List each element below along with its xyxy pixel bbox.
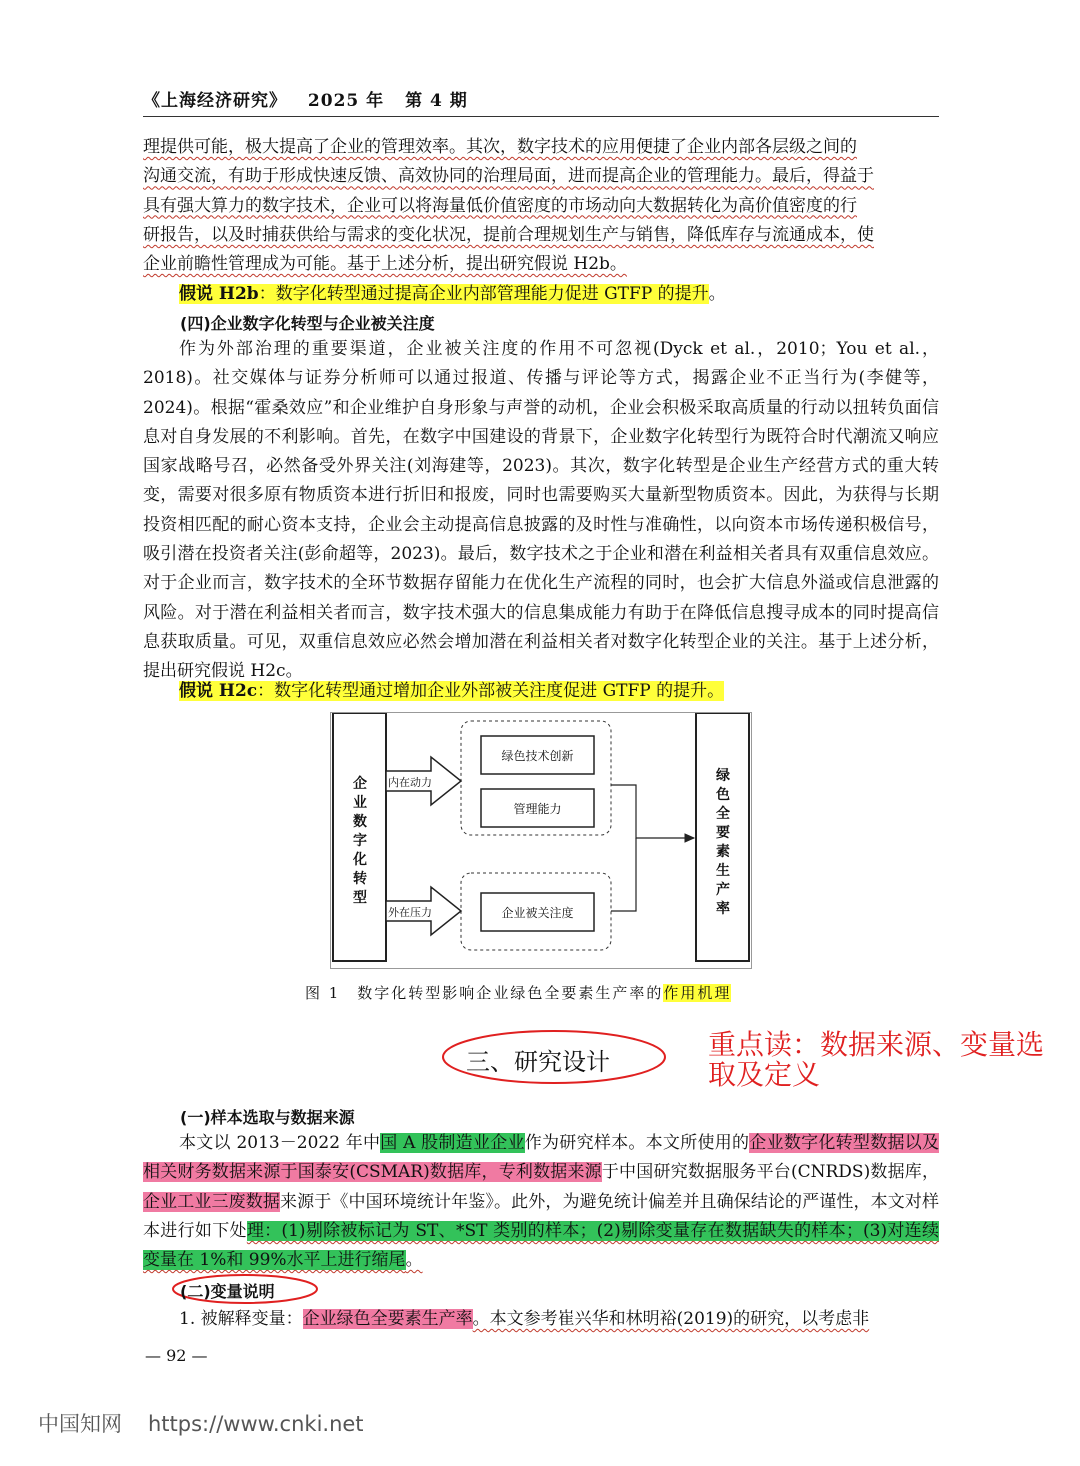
cnki-name: 中国知网 [38, 1412, 122, 1436]
hypothesis-h2b-text: ：数字化转型通过提高企业内部管理能力促进 GTFP 的提升 [258, 284, 709, 304]
paragraph-1-line: 企业前瞻性管理成为可能。基于上述分析，提出研究假说 H2b。 [143, 254, 627, 275]
arrow-bottom-label: 外在压力 [388, 906, 432, 919]
subheading-sample: (一)样本选取与数据来源 [180, 1108, 355, 1127]
paragraph-4 [143, 1305, 939, 1334]
paragraph-2 [143, 335, 939, 687]
attention-label: 企业被关注度 [501, 906, 574, 920]
p3-end: 。 [405, 1250, 423, 1271]
hypothesis-h2c-text: ：数字化转型通过增加企业外部被关注度促进 GTFP 的提升。 [257, 681, 725, 701]
p3-part: 本文以 2013－2022 年中 [179, 1133, 381, 1153]
hypothesis-h2b [143, 280, 939, 309]
p4-part: 1. 被解释变量： [179, 1309, 303, 1329]
paragraph-1-line: 沟通交流，有助于形成快速反馈、高效协同的治理局面，进而提高企业的管理能力。最后，得益于 [143, 166, 874, 187]
p3-part: 来源于《中国环境统计年鉴》。此外，为避免统计偏差并且确保结论的严谨性，本文对样本进行如下处 [143, 1191, 940, 1241]
arrow-top-label: 内在动力 [388, 776, 432, 789]
paragraph-1-line: 研报告，以及时捕获供给与需求的变化状况，提前合理规划生产与销售，降低库存与流通成本，使 [143, 224, 874, 245]
p3-highlight-processing: 理：(1)剔除被标记为 ST、*ST 类别的样本；(2)剔除变量存在数据缺失的样本；(3)对连续变量在 1%和 99%水平上进行缩尾 [143, 1220, 939, 1271]
figure-caption-highlight: 作用机理 [663, 984, 732, 1002]
p3-part: 作为研究样本。本文所使用的 [524, 1133, 750, 1153]
left-box-label: 企业数字化转型 [353, 776, 367, 906]
subheading-variables: (二)变量说明 [180, 1282, 275, 1301]
paragraph-1-line: 具有强大算力的数字技术，企业可以将海量低价值密度的市场动向大数据转化为高价值密度的行 [143, 195, 857, 216]
paragraph-2-text: 作为外部治理的重要渠道，企业被关注度的作用不可忽视(Dyck et al.，2010；You et al.，2018)。社交媒体与证券分析师可以通过报道、传播与评论等方式，揭露企业不正当行为(李健等，2024)。根据“霍桑效应”和企业维护自身形象与声誉的动机，企业会积极采取高质量的行动以扭转负面信息对自身发展的不利影响。首先，在数字中国建设的背景下，企业数字化转型行为既符合时代潮流又响应国家战略号召，必然备受外界关注(刘海建等，2023)。其次，数字化转型是企业生产经营方式的重大转变，需要对很多原有物质资本进行折旧和报废，同时也需要购买大量新型物质资本。因此，为获得与长期投资相匹配的耐心资本支持，企业会主动提高信息披露的及时性与准确性，以向资本市场传递积极信号，吸引潜在投资者关注(彭俞超等，2023)。最后，数字技术之于企业和潜在利益相关者具有双重信息效应。对于企业而言，数字技术的全环节数据存留能力在优化生产流程的同时，也会扩大信息外溢或信息泄露的风险。对于潜在利益相关者而言，数字技术强大的信息集成能力有助于在降低信息搜寻成本的同时提高信息获取质量。可见，双重信息效应必然会增加潜在利益相关者对数字化转型企业的关注。基于上述分析，提出研究假说 H2c。 [143, 339, 939, 682]
p3-highlight-sources: 企业数字化转型数据以及相关财务数据来源于国泰安(CSMAR)数据库，专利数据来源 [143, 1133, 940, 1183]
journal-issue: 第 4 期 [405, 91, 468, 111]
p3-highlight-sample: 国 A 股制造业企业 [380, 1133, 525, 1153]
paragraph-3 [143, 1129, 939, 1275]
section-3-title: 三、研究设计 [466, 1048, 610, 1076]
p3-highlight-waste: 企业工业三废数据 [143, 1191, 280, 1212]
hypothesis-h2b-label: 假说 H2b [179, 284, 259, 304]
subheading-4: (四)企业数字化转型与企业被关注度 [180, 314, 435, 333]
header-rule [143, 116, 939, 117]
cnki-watermark [38, 1408, 364, 1438]
running-header [143, 86, 468, 111]
figure-caption-text: 图 1 数字化转型影响企业绿色全要素生产率的 [305, 984, 664, 1002]
reading-note: 重点读：数据来源、变量选取及定义 [708, 1028, 1045, 1091]
journal-name: 《上海经济研究》 [143, 91, 287, 111]
hypothesis-h2b-end: 。 [708, 284, 726, 304]
hypothesis-h2c-label: 假说 H2c [179, 681, 258, 701]
management-label: 管理能力 [513, 802, 562, 816]
p4-highlight-gtfp: 企业绿色全要素生产率 [302, 1309, 473, 1329]
connector-top [611, 785, 694, 838]
green-tech-label: 绿色技术创新 [501, 749, 574, 763]
connector-bottom [611, 838, 636, 911]
figure-caption [305, 982, 731, 1003]
paragraph-1 [143, 133, 939, 279]
paragraph-1-line: 理提供可能，极大提高了企业的管理效率。其次，数字技术的应用便捷了企业内部各层级之间的 [143, 137, 857, 157]
p4-part: 。本文参考崔兴华和林明裕(2019)的研究，以考虑非 [472, 1309, 870, 1329]
figure-1-diagram [330, 712, 752, 969]
hypothesis-h2c [143, 677, 939, 706]
right-box-label: 绿色全要素生产率 [716, 768, 730, 917]
cnki-url: https://www.cnki.net [148, 1412, 364, 1436]
page-number: — 92 — [145, 1346, 208, 1365]
p3-part: 于中国研究数据服务平台(CNRDS)数据库， [601, 1162, 939, 1183]
journal-year: 2025 年 [307, 91, 385, 111]
